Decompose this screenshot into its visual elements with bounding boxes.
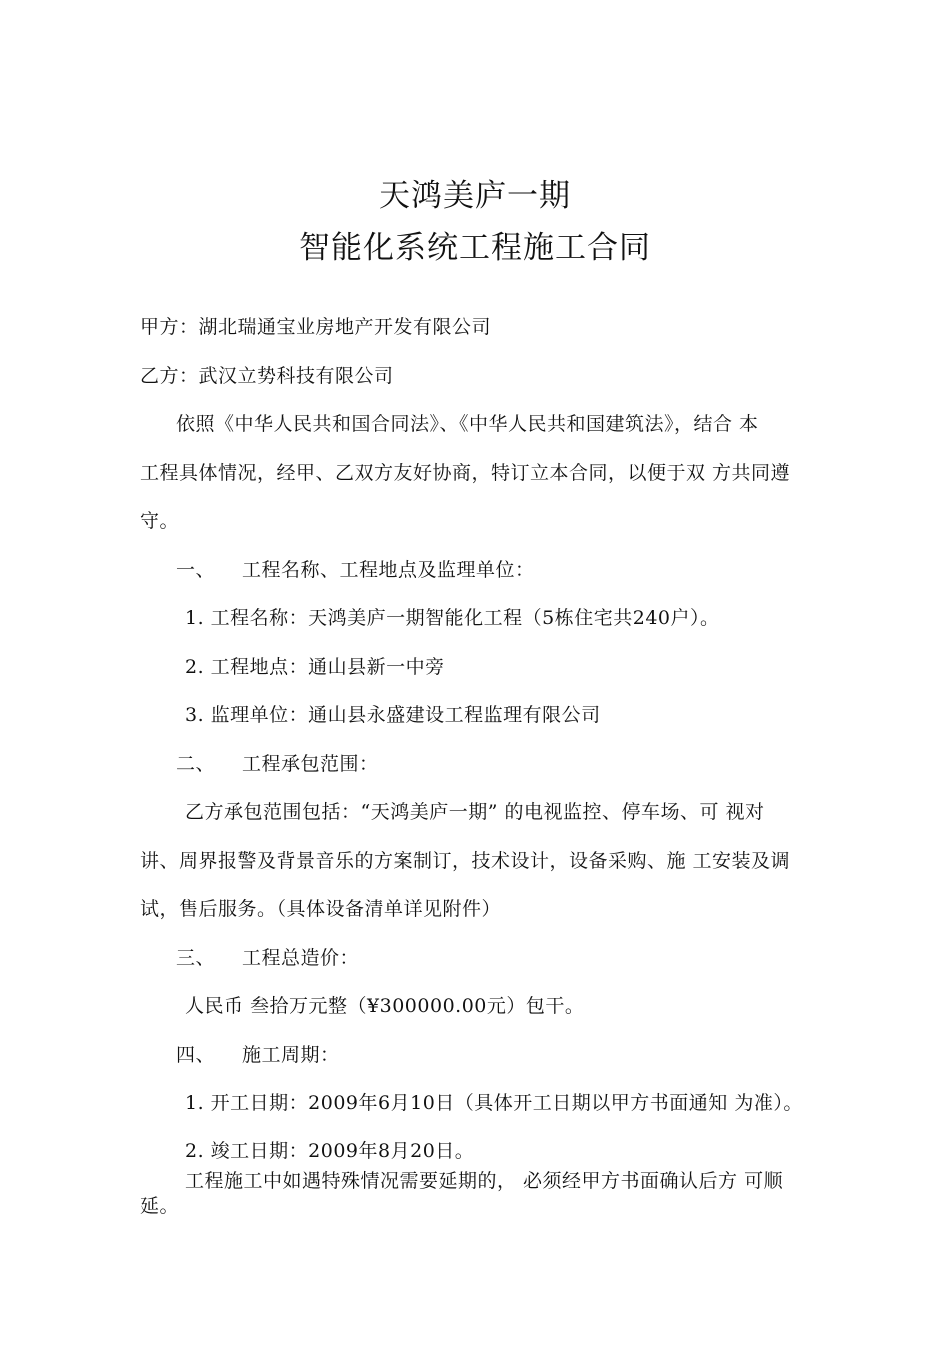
section-4-item-2: 2. 竣工日期：2009年8月20日。	[185, 1140, 475, 1162]
section-1-item-2: 2. 工程地点：通山县新一中旁	[185, 656, 445, 678]
section-4-heading	[176, 1042, 340, 1068]
section-2-body-line-3: 试，售后服务。（具体设备清单详见附件）	[140, 898, 502, 920]
section-3-number: 三、	[176, 947, 216, 969]
section-4-item-1: 1. 开工日期：2009年6月10日（具体开工日期以甲方书面通知 为准）。	[185, 1092, 803, 1114]
title-line-2: 智能化系统工程施工合同	[299, 230, 651, 266]
section-1-title: 工程名称、工程地点及监理单位：	[242, 559, 535, 581]
party-b: 乙方：武汉立势科技有限公司	[140, 365, 394, 387]
section-1-item-1: 1. 工程名称：天鸿美庐一期智能化工程（5栋住宅共240户）。	[185, 607, 720, 629]
party-a: 甲方：湖北瑞通宝业房地产开发有限公司	[140, 316, 492, 338]
section-4-title: 施工周期：	[242, 1044, 340, 1066]
section-2-body-line-1: 乙方承包范围包括：“天鸿美庐一期” 的电视监控、停车场、可 视对	[185, 801, 765, 823]
section-1-number: 一、	[176, 559, 216, 581]
title-line-1: 天鸿美庐一期	[379, 178, 571, 214]
section-4-note-line-2: 延。	[140, 1195, 180, 1217]
section-2-heading	[176, 751, 379, 777]
section-4-number: 四、	[176, 1044, 216, 1066]
preamble-line-1: 依照《中华人民共和国合同法》、《中华人民共和国建筑法》，结合 本	[176, 413, 759, 435]
section-2-body-line-2: 讲、周界报警及背景音乐的方案制订，技术设计，设备采购、施 工安装及调	[140, 850, 791, 872]
section-4-note-line-1: 工程施工中如遇特殊情况需要延期的， 必须经甲方书面确认后方 可顺	[185, 1170, 784, 1192]
section-3-body: 人民币 叁拾万元整（¥300000.00元）包干。	[185, 995, 585, 1017]
section-2-title: 工程承包范围：	[242, 753, 379, 775]
preamble-line-3: 守。	[140, 510, 180, 532]
section-2-number: 二、	[176, 753, 216, 775]
preamble-line-2: 工程具体情况，经甲、乙双方友好协商，特订立本合同，以便于双 方共同遵	[140, 462, 791, 484]
section-3-title: 工程总造价：	[242, 947, 360, 969]
section-1-heading	[176, 557, 535, 583]
section-3-heading	[176, 945, 359, 971]
section-1-item-3: 3. 监理单位：通山县永盛建设工程监理有限公司	[185, 704, 601, 726]
